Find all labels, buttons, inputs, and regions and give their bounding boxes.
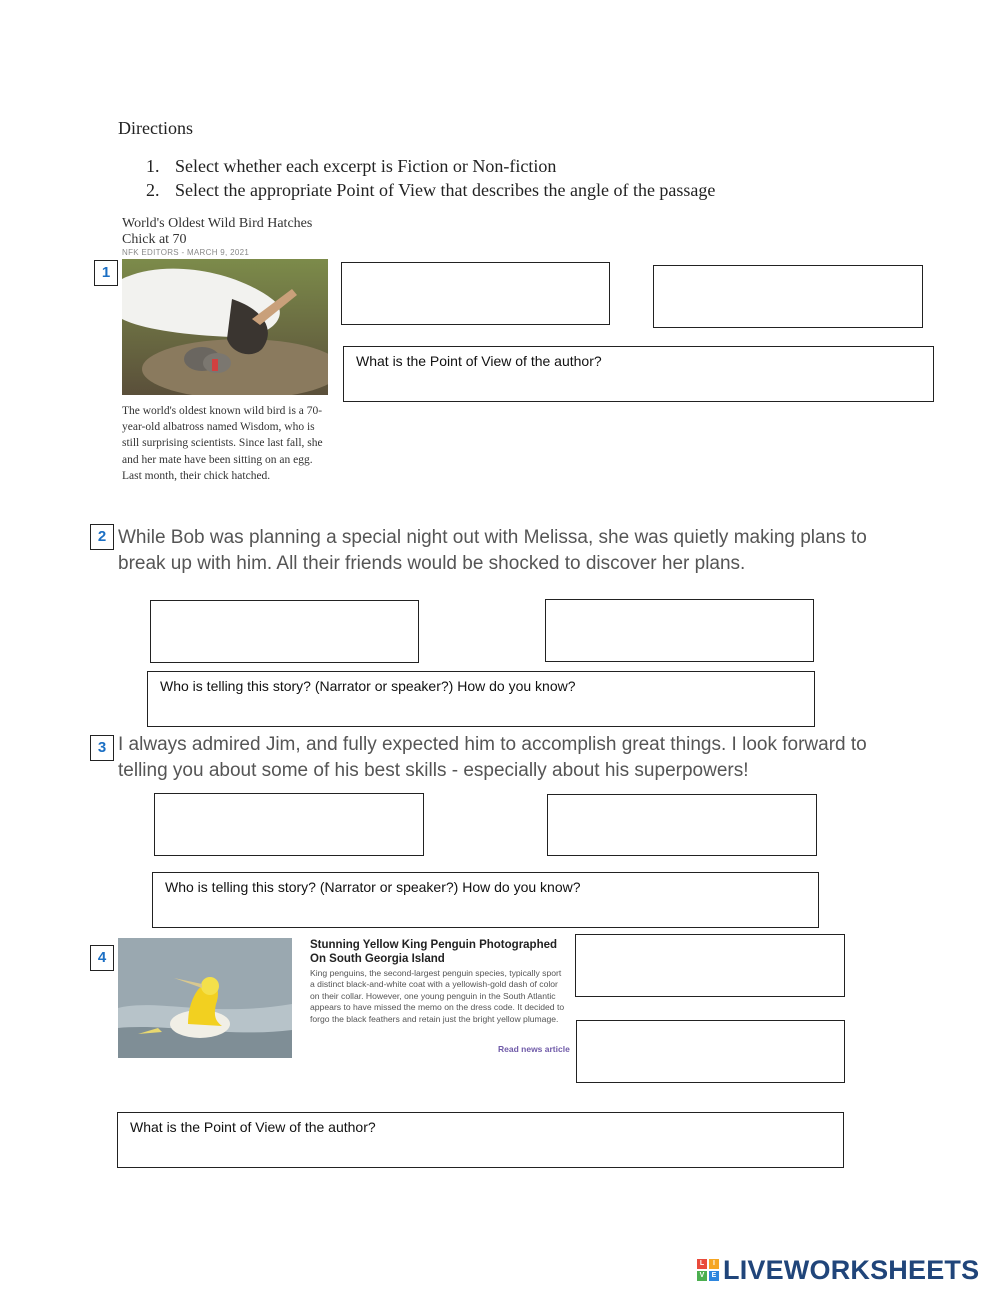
liveworksheets-logo (697, 1254, 979, 1286)
answer-box-2b[interactable] (545, 599, 814, 662)
answer-box-1a[interactable] (341, 262, 610, 325)
direction-step: 2. Select the appropriate Point of View that describes the angle of the passage (146, 180, 716, 200)
answer-box-3a[interactable] (154, 793, 424, 856)
liveworksheets-icon: L I V E (697, 1259, 719, 1281)
passage-3: I always admired Jim, and fully expected him to accomplish great things. I look forward to telling you about some of his best skills - especially about his superpowers! (118, 734, 867, 781)
question-1-text: What is the Point of View of the author? (356, 353, 602, 369)
question-4-text: What is the Point of View of the author? (130, 1119, 376, 1135)
directions-list (146, 154, 715, 202)
answer-box-4a[interactable] (575, 934, 845, 997)
article-4-title: Stunning Yellow King Penguin Photographed On South Georgia Island (310, 939, 558, 965)
passage-2: While Bob was planning a special night out with Melissa, she was quietly making plans to break up with him. All their friends would be shocked to discover her plans. (118, 527, 867, 574)
item-number-4: 4 (90, 945, 114, 971)
question-box-3[interactable] (152, 872, 819, 928)
yellow-penguin-photo (118, 938, 292, 1058)
question-3-text: Who is telling this story? (Narrator or speaker?) How do you know? (165, 879, 581, 895)
read-article-link[interactable]: Read news article (498, 1044, 570, 1054)
direction-step: 1. Select whether each excerpt is Fiction or Non-fiction (146, 156, 557, 176)
article-1-meta: NFK EDITORS - MARCH 9, 2021 (122, 248, 250, 257)
article-1-title: World's Oldest Wild Bird Hatches Chick at 70 (122, 216, 313, 247)
question-box-4[interactable] (117, 1112, 844, 1168)
albatross-photo (122, 259, 328, 395)
question-box-1[interactable] (343, 346, 934, 402)
item-number-2: 2 (90, 524, 114, 550)
answer-box-4b[interactable] (576, 1020, 845, 1083)
item-number-1: 1 (94, 260, 118, 286)
question-2-text: Who is telling this story? (Narrator or speaker?) How do you know? (160, 678, 576, 694)
directions-heading: Directions (118, 118, 193, 138)
answer-box-2a[interactable] (150, 600, 419, 663)
answer-box-1b[interactable] (653, 265, 923, 328)
item-number-3: 3 (90, 735, 114, 761)
article-1-body: The world's oldest known wild bird is a 70-year-old albatross named Wisdom, who is still surprising scientists. Since last fall, she and her mate have been sitting on an egg. Last month, their chick hatched. (122, 405, 323, 482)
brand-name: LIVEWORKSHEETS (723, 1254, 980, 1285)
question-box-2[interactable] (147, 671, 815, 727)
article-4-body: King penguins, the second-largest penguin species, typically sport a distinct black-and-white coat with a yellowish-gold dash of color on their collar. However, one young penguin in the South Atlantic appears to have missed the memo on the dress code. It decided to forgo the black feathers and retain just the bright yellow plumage. (310, 968, 565, 1024)
answer-box-3b[interactable] (547, 794, 817, 856)
